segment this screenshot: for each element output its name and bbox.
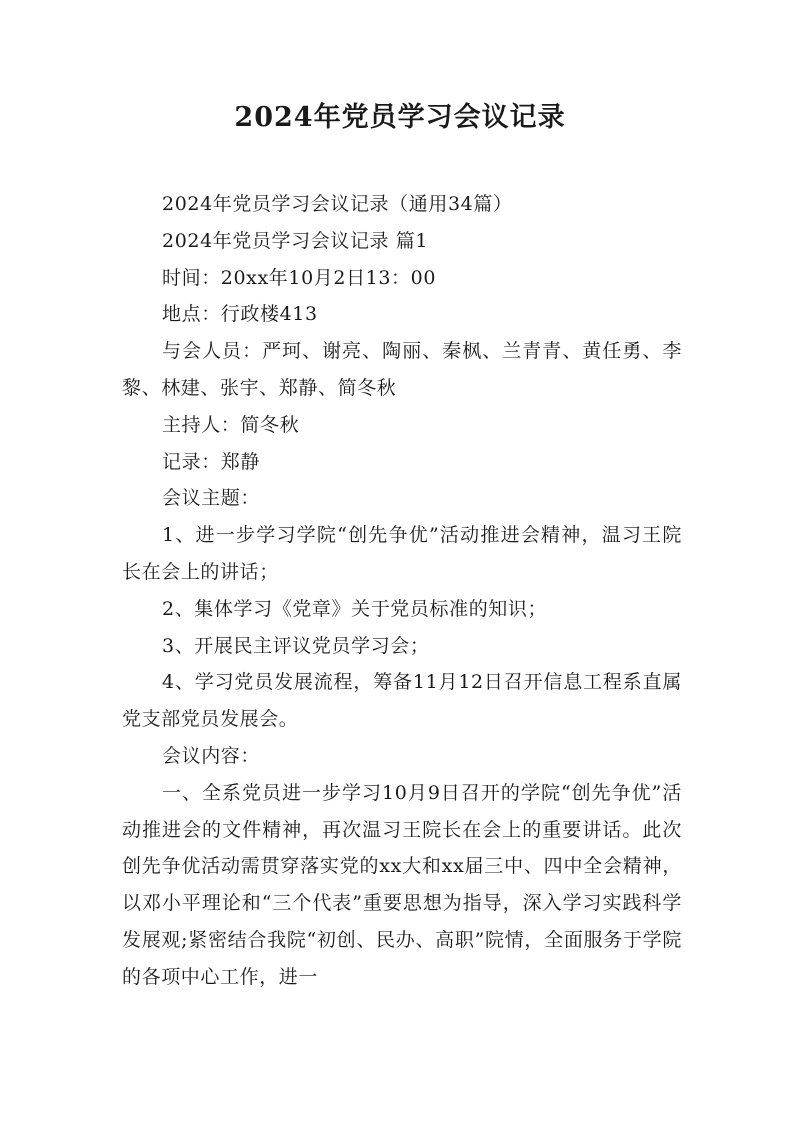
paragraph-time: 时间：20xx年10月2日13：00 [162, 266, 437, 289]
paragraph-topics-heading: 会议主题： [162, 487, 261, 510]
paragraph-host: 主持人：简冬秋 [162, 413, 300, 436]
paragraph-subtitle: 2024年党员学习会议记录（通用34篇） [162, 193, 513, 215]
paragraph-topic-3: 3、开展民主评议党员学习会； [162, 634, 430, 657]
paragraph-attendees: 与会人员：严珂、谢亮、陶丽、秦枫、兰青青、黄任勇、李黎、林建、张宇、郑静、简冬秋 [122, 340, 682, 399]
paragraph-topic-4: 4、学习党员发展流程，筹备11月12日召开信息工程系直属党支部党员发展会。 [122, 671, 682, 731]
paragraph-recorder: 记录：郑静 [162, 450, 261, 473]
paragraph-topic-2: 2、集体学习《党章》关于党员标准的知识； [162, 597, 548, 620]
paragraph-content-heading: 会议内容： [162, 744, 261, 767]
paragraph-location: 地点：行政楼413 [162, 303, 318, 326]
document-body [122, 186, 682, 996]
paragraph-topic-1: 1、进一步学习学院“创先争优”活动推进会精神，温习王院长在会上的讲话； [122, 524, 682, 583]
paragraph-section-heading: 2024年党员学习会议记录 篇1 [162, 229, 429, 252]
paragraph-content-1: 一、全系党员进一步学习10月9日召开的学院“创先争优”活动推进会的文件精神，再次温习王院长在会上的重要讲话。此次创先争优活动需贯穿落实党的xx大和xx届三中、四中全会精神，以邓小平理论和“三个代表”重要思想为指导，深入学习实践科学发展观;紧密结合我院“初创、民办、高职”院情，全面服务于学院的各项中心工作，进一 [122, 781, 682, 988]
document-title: 2024年党员学习会议记录 [234, 102, 566, 133]
